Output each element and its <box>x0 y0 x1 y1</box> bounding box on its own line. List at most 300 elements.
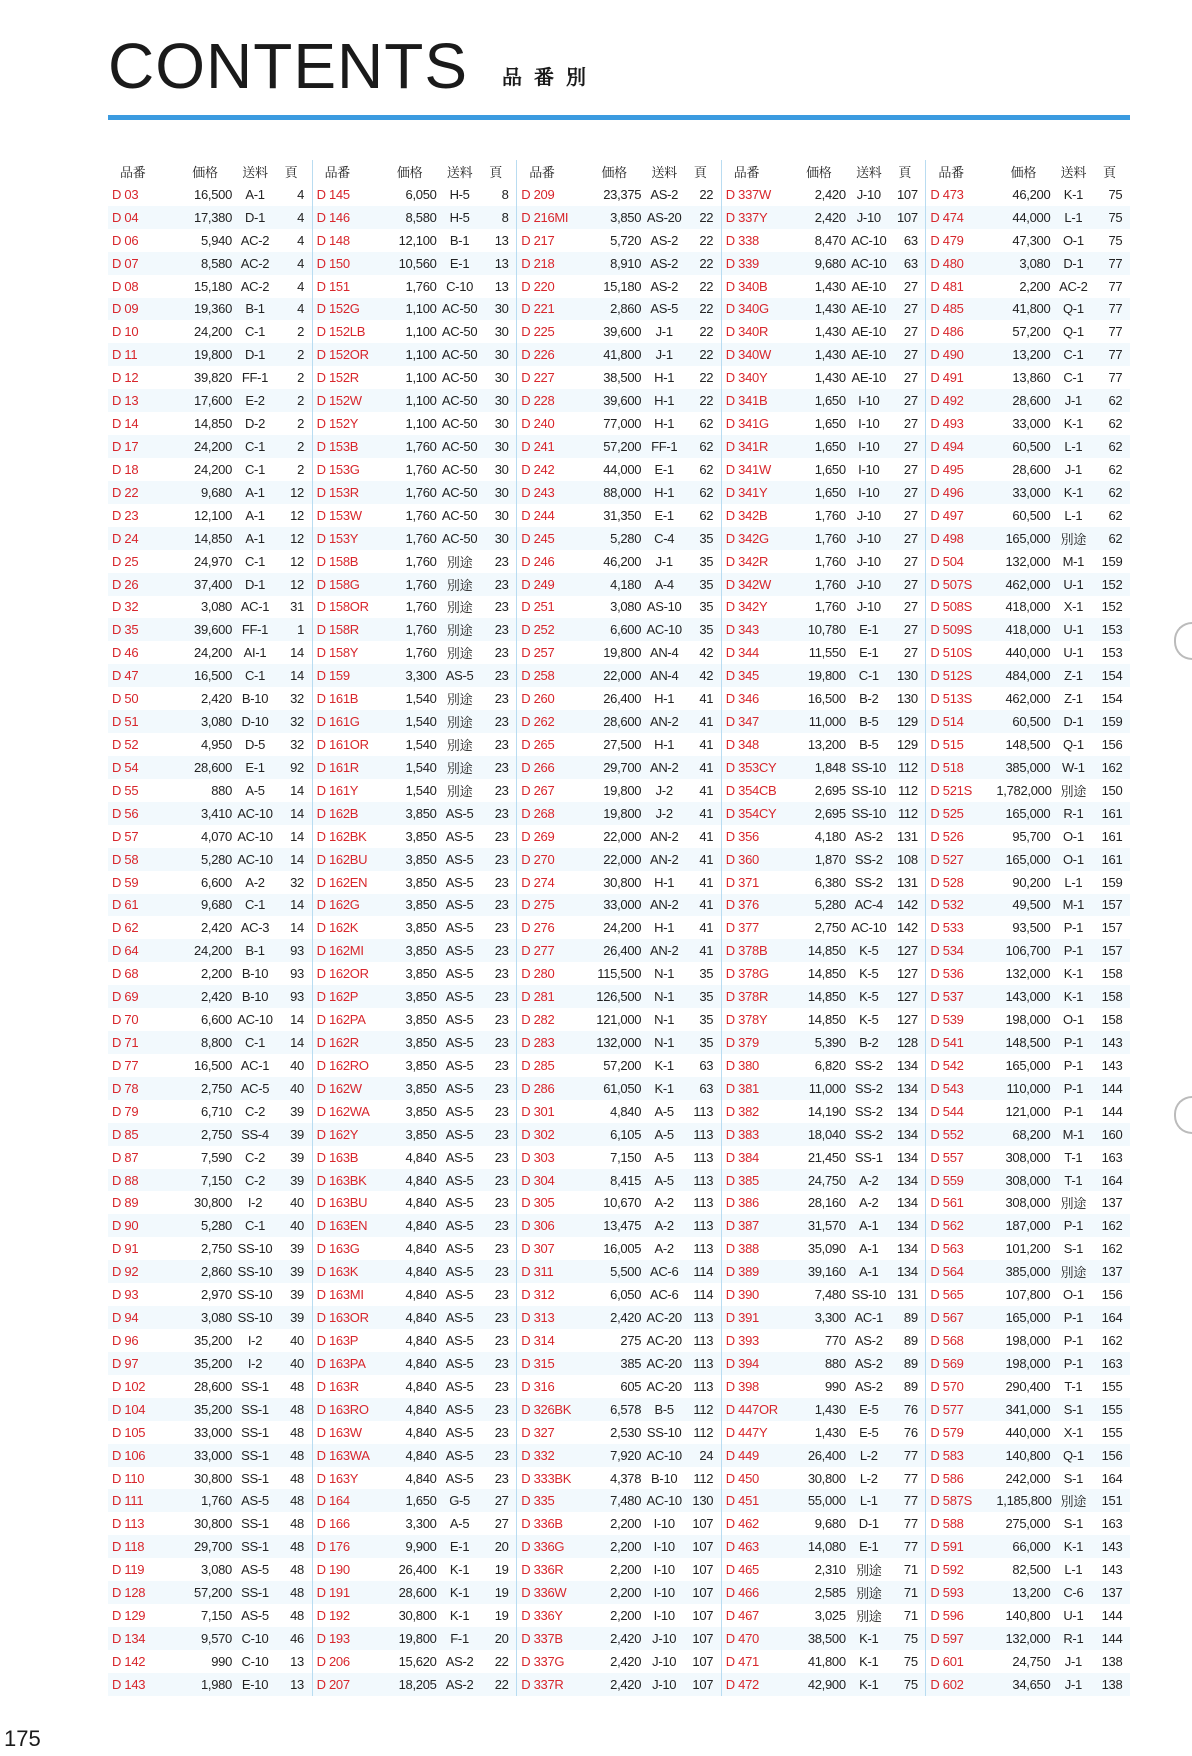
shipping-code: O-1 <box>1062 1287 1084 1303</box>
item-code: D 534 <box>930 943 964 959</box>
price: 3,080 <box>200 1562 232 1578</box>
shipping-code: C-1 <box>244 1218 266 1234</box>
page-ref: 127 <box>896 943 918 959</box>
price: 5,280 <box>610 530 642 546</box>
page-ref: 62 <box>699 507 714 523</box>
item-code: D 306 <box>521 1218 555 1234</box>
shipping-code: Q-1 <box>1062 301 1084 317</box>
shipping-code: O-1 <box>1062 851 1084 867</box>
header <box>108 30 598 102</box>
price: 33,000 <box>194 1424 232 1440</box>
page-ref: 14 <box>290 897 304 913</box>
item-code: D 539 <box>930 1012 964 1028</box>
page-ref: 23 <box>494 1172 509 1188</box>
price: 3,300 <box>405 668 437 684</box>
item-code: D 348 <box>725 737 759 752</box>
page-ref: 23 <box>494 1355 509 1371</box>
shipping-code: O-1 <box>1062 828 1084 844</box>
item-code: D 336Y <box>521 1608 563 1624</box>
page-ref: 30 <box>494 301 509 317</box>
shipping-code: E-5 <box>859 1424 879 1440</box>
table-row <box>926 1306 1130 1329</box>
shipping-code: AS-2 <box>854 828 883 844</box>
page-ref: 158 <box>1101 966 1123 982</box>
price: 33,000 <box>1012 484 1051 500</box>
price: 2,200 <box>610 1608 642 1624</box>
price: 18,205 <box>398 1676 437 1692</box>
item-code: D 301 <box>521 1103 555 1119</box>
table-row <box>108 1375 312 1398</box>
page-ref: 144 <box>1101 1608 1123 1624</box>
page-ref: 12 <box>290 484 304 500</box>
shipping-code: K-5 <box>859 989 879 1005</box>
shipping-code: SS-2 <box>854 851 883 867</box>
price: 5,280 <box>814 897 846 913</box>
item-code: D 525 <box>930 805 964 821</box>
price: 3,850 <box>405 989 437 1005</box>
table-row <box>722 1283 926 1306</box>
item-code: D 96 <box>112 1332 139 1348</box>
page-ref: 143 <box>1101 1562 1123 1578</box>
price: 1,100 <box>405 370 437 386</box>
price: 57,200 <box>603 1057 642 1073</box>
table-row <box>722 894 926 917</box>
item-code: D 340Y <box>725 370 768 386</box>
table-row <box>108 802 312 825</box>
item-code: D 378R <box>725 989 769 1005</box>
table-row <box>722 1146 926 1169</box>
price: 49,500 <box>1012 897 1051 913</box>
shipping-code: 別途 <box>446 554 473 570</box>
page-ref: 107 <box>692 1539 714 1555</box>
price: 2,750 <box>200 1080 232 1096</box>
price: 19,800 <box>603 805 642 821</box>
shipping-code: D-1 <box>244 347 266 363</box>
shipping-code: AS-2 <box>445 1676 474 1692</box>
item-code: D 221 <box>521 301 555 317</box>
page-ref: 48 <box>290 1516 304 1532</box>
table-row <box>108 229 312 252</box>
page-ref: 27 <box>903 576 918 592</box>
shipping-code: I-2 <box>247 1195 263 1211</box>
shipping-code: AS-2 <box>650 186 679 202</box>
price: 33,000 <box>603 897 642 913</box>
price: 2,200 <box>200 966 232 982</box>
shipping-code: AC-5 <box>240 1080 270 1096</box>
price: 3,850 <box>405 1080 437 1096</box>
item-code: D 486 <box>930 324 964 340</box>
shipping-code: AC-10 <box>237 805 273 821</box>
item-code: D 343 <box>725 622 759 638</box>
table-row <box>517 1123 721 1146</box>
page-ref: 23 <box>494 1149 509 1165</box>
price: 29,700 <box>194 1539 232 1555</box>
shipping-code: SS-1 <box>241 1539 269 1555</box>
item-code: D 470 <box>725 1630 759 1646</box>
shipping-code: SS-10 <box>237 1264 273 1280</box>
item-code: D 341G <box>725 416 769 432</box>
item-code: D 111 <box>112 1493 144 1509</box>
price: 22,000 <box>603 668 642 684</box>
table-row <box>722 848 926 871</box>
item-code: D 26 <box>112 576 139 592</box>
shipping-code: K-1 <box>1063 416 1084 432</box>
table-row <box>722 275 926 298</box>
price: 4,840 <box>405 1424 437 1440</box>
price: 2,420 <box>610 1676 642 1692</box>
table-row <box>108 1489 312 1512</box>
page-ref: 12 <box>290 530 304 546</box>
page-ref: 39 <box>290 1172 304 1188</box>
page-ref: 150 <box>1101 782 1123 798</box>
table-row <box>722 1008 926 1031</box>
shipping-code: X-1 <box>1063 599 1084 615</box>
page-ref: 113 <box>693 1241 714 1257</box>
table-row <box>722 939 926 962</box>
page-ref: 35 <box>699 1012 714 1028</box>
table-row <box>313 275 517 298</box>
table-row <box>313 343 517 366</box>
table-row <box>722 504 926 527</box>
item-code: D 85 <box>112 1126 139 1142</box>
price: 24,200 <box>194 461 232 477</box>
price: 1,540 <box>405 737 437 752</box>
page-ref: 35 <box>699 1034 714 1050</box>
shipping-code: B-10 <box>241 691 269 707</box>
table-row <box>313 1214 517 1237</box>
price: 3,410 <box>200 805 232 821</box>
table-row <box>517 1008 721 1031</box>
page-ref: 48 <box>290 1585 304 1601</box>
price: 33,000 <box>194 1447 232 1463</box>
price: 2,420 <box>814 209 846 225</box>
shipping-code: U-1 <box>1063 622 1084 638</box>
page-ref: 113 <box>693 1310 714 1326</box>
shipping-code: B-5 <box>859 714 879 730</box>
page-ref: 30 <box>494 507 509 523</box>
page-ref: 75 <box>1108 186 1123 202</box>
shipping-code: AS-5 <box>445 874 474 890</box>
page-ref: 48 <box>290 1562 304 1578</box>
shipping-code: H-1 <box>654 691 675 707</box>
item-code: D 536 <box>930 966 964 982</box>
table-row <box>517 481 721 504</box>
page-ref: 14 <box>290 828 304 844</box>
shipping-code: H-1 <box>654 920 675 936</box>
page-ref: 22 <box>494 1653 509 1669</box>
page-ref: 19 <box>494 1608 509 1624</box>
table-row <box>313 1031 517 1054</box>
shipping-code: I-2 <box>247 1355 263 1371</box>
table-row <box>722 412 926 435</box>
shipping-code: AC-2 <box>240 278 270 294</box>
item-code: D 11 <box>112 347 138 363</box>
price: 5,280 <box>200 1218 232 1234</box>
item-code: D 93 <box>112 1287 139 1303</box>
page-ref: 4 <box>297 232 304 248</box>
shipping-code: W-1 <box>1062 759 1085 775</box>
price: 341,000 <box>1005 1401 1051 1417</box>
shipping-code: U-1 <box>1063 1608 1084 1624</box>
shipping-code: AS-5 <box>445 920 474 936</box>
shipping-code: K-1 <box>1063 186 1084 202</box>
shipping-code: SS-10 <box>851 805 887 821</box>
item-code: D 311 <box>521 1264 554 1280</box>
shipping-code: FF-1 <box>651 439 678 455</box>
page-ref: 108 <box>896 851 918 867</box>
price: 15,620 <box>398 1653 437 1669</box>
column-header: 頁 <box>898 164 912 180</box>
table-row <box>517 1329 721 1352</box>
item-code: D 52 <box>112 737 139 752</box>
page-ref: 89 <box>903 1355 918 1371</box>
table-row <box>722 458 926 481</box>
item-code: D 389 <box>725 1264 759 1280</box>
item-code: D 162P <box>316 989 359 1005</box>
page-ref: 4 <box>297 278 304 294</box>
item-code: D 176 <box>316 1539 350 1555</box>
table-row <box>926 687 1130 710</box>
page-ref: 35 <box>699 989 714 1005</box>
price: 6,600 <box>200 1012 232 1028</box>
item-code: D 64 <box>112 943 139 959</box>
price: 115,500 <box>597 966 642 982</box>
table-row <box>108 779 312 802</box>
item-code: D 393 <box>725 1332 759 1348</box>
page-ref: 112 <box>693 1401 714 1417</box>
shipping-code: SS-2 <box>854 874 883 890</box>
price: 35,200 <box>194 1401 232 1417</box>
table-row <box>313 1512 517 1535</box>
item-code: D 513S <box>930 691 972 707</box>
price: 2,200 <box>610 1539 642 1555</box>
shipping-code: AS-2 <box>650 232 679 248</box>
page-ref: 23 <box>494 1195 509 1211</box>
item-code: D 304 <box>521 1172 555 1188</box>
shipping-code: B-10 <box>241 989 269 1005</box>
page-ref: 160 <box>1101 1126 1123 1142</box>
price: 28,160 <box>807 1195 846 1211</box>
table-row <box>313 1421 517 1444</box>
page-ref: 41 <box>699 851 714 867</box>
page-ref: 30 <box>494 416 509 432</box>
page-ref: 22 <box>494 1676 509 1692</box>
table-row <box>313 1054 517 1077</box>
item-code: D 485 <box>930 301 964 317</box>
price: 26,400 <box>603 943 642 959</box>
page-ref: 152 <box>1101 576 1123 592</box>
item-code: D 467 <box>725 1608 759 1624</box>
page-ref: 22 <box>699 347 714 363</box>
table-row <box>108 252 312 275</box>
page-ref: 157 <box>1101 897 1123 913</box>
shipping-code: AS-5 <box>445 1310 474 1326</box>
shipping-code: AC-2 <box>1059 278 1088 294</box>
page-ref: 113 <box>693 1103 714 1119</box>
table-row <box>313 825 517 848</box>
price: 121,000 <box>596 1012 642 1028</box>
item-code: D 380 <box>725 1057 759 1073</box>
item-code: D 275 <box>521 897 555 913</box>
price: 9,680 <box>814 1516 846 1532</box>
item-code: D 17 <box>112 439 139 455</box>
table-row <box>108 320 312 343</box>
price: 60,500 <box>1012 714 1051 730</box>
page-ref: 19 <box>494 1562 509 1578</box>
item-code: D 77 <box>112 1057 139 1073</box>
item-code: D 113 <box>112 1516 145 1532</box>
page-ref: 27 <box>903 484 918 500</box>
item-code: D 06 <box>112 232 139 248</box>
column-header: 送料 <box>1060 164 1087 180</box>
price: 28,600 <box>398 1585 437 1601</box>
price: 8,470 <box>814 232 846 248</box>
price: 28,600 <box>1012 461 1051 477</box>
table-row <box>108 412 312 435</box>
price: 3,850 <box>405 1057 437 1073</box>
shipping-code: A-1 <box>245 530 265 546</box>
shipping-code: C-4 <box>654 530 675 546</box>
item-code: D 78 <box>112 1080 139 1096</box>
table-row <box>108 1008 312 1031</box>
item-code: D 340B <box>725 278 768 294</box>
shipping-code: F-1 <box>450 1630 469 1646</box>
table-row <box>926 1512 1130 1535</box>
page-ref: 27 <box>903 599 918 615</box>
shipping-code: AC-10 <box>646 1493 682 1509</box>
shipping-code: SS-10 <box>851 1287 887 1303</box>
table-row <box>926 1467 1130 1490</box>
item-code: D 339 <box>725 255 759 271</box>
table-row <box>722 1489 926 1512</box>
table-row <box>722 756 926 779</box>
item-code: D 03 <box>112 186 139 202</box>
price: 187,000 <box>1005 1218 1051 1234</box>
table-row <box>313 206 517 229</box>
shipping-code: K-1 <box>449 1562 470 1578</box>
page-ref: 41 <box>699 874 714 890</box>
page-ref: 62 <box>1108 393 1123 409</box>
page-ref: 144 <box>1101 1103 1123 1119</box>
page-ref: 14 <box>290 645 304 661</box>
price: 6,820 <box>814 1057 846 1073</box>
table-row <box>313 1008 517 1031</box>
price: 2,750 <box>200 1241 232 1257</box>
table-row <box>517 1352 721 1375</box>
page-ref: 20 <box>494 1630 509 1646</box>
table-row <box>313 1581 517 1604</box>
page-ref: 23 <box>494 1424 509 1440</box>
price: 10,670 <box>603 1195 642 1211</box>
price: 26,400 <box>398 1562 437 1578</box>
item-code: D 387 <box>725 1218 759 1234</box>
shipping-code: K-5 <box>859 1012 879 1028</box>
page-ref: 113 <box>693 1378 714 1394</box>
page-ref: 23 <box>494 1332 509 1348</box>
price: 3,850 <box>405 897 437 913</box>
page-ref: 27 <box>903 393 918 409</box>
item-code: D 337Y <box>725 209 768 225</box>
price: 1,760 <box>814 599 846 615</box>
page-ref: 77 <box>1108 370 1123 386</box>
item-code: D 105 <box>112 1424 146 1440</box>
price: 3,850 <box>405 943 437 959</box>
price: 19,360 <box>194 301 232 317</box>
price: 880 <box>824 1355 846 1371</box>
price: 11,000 <box>808 1080 846 1096</box>
table-row <box>108 366 312 389</box>
item-code: D 54 <box>112 759 139 775</box>
table-row <box>108 939 312 962</box>
item-code: D 565 <box>930 1287 964 1303</box>
page-ref: 159 <box>1101 553 1123 569</box>
item-code: D 162W <box>316 1080 362 1096</box>
table-row <box>517 573 721 596</box>
page-ref: 156 <box>1101 1287 1123 1303</box>
table-row <box>108 1512 312 1535</box>
shipping-code: C-1 <box>1063 370 1084 386</box>
table-row <box>722 1627 926 1650</box>
page-ref: 107 <box>692 1630 714 1646</box>
item-code: D 340W <box>725 347 771 363</box>
table-row <box>108 825 312 848</box>
page-ref: 27 <box>903 370 918 386</box>
item-code: D 69 <box>112 989 139 1005</box>
shipping-code: SS-1 <box>241 1516 269 1532</box>
shipping-code: AC-1 <box>854 1310 883 1326</box>
price: 4,840 <box>405 1332 437 1348</box>
column-header: 送料 <box>651 164 677 180</box>
page-ref: 161 <box>1101 828 1123 844</box>
item-code: D 480 <box>930 255 964 271</box>
page-ref: 76 <box>903 1401 918 1417</box>
item-code: D 337R <box>521 1676 564 1692</box>
item-code: D 161OR <box>316 737 369 752</box>
shipping-code: T-1 <box>1064 1149 1083 1165</box>
shipping-code: T-1 <box>1064 1172 1083 1188</box>
page-ref: 13 <box>494 255 509 271</box>
price: 24,970 <box>194 553 232 569</box>
table-row <box>926 871 1130 894</box>
item-code: D 87 <box>112 1149 139 1165</box>
item-code: D 158G <box>316 576 360 592</box>
shipping-code: AS-5 <box>445 828 474 844</box>
table-header-row <box>722 160 926 183</box>
shipping-code: AC-50 <box>441 393 478 409</box>
item-code: D 341R <box>725 439 769 455</box>
item-code: D 267 <box>521 782 555 798</box>
price: 2,200 <box>610 1562 642 1578</box>
page-ref: 35 <box>699 966 714 982</box>
item-code: D 335 <box>521 1493 555 1509</box>
price: 13,200 <box>1012 347 1051 363</box>
item-code: D 303 <box>521 1149 555 1165</box>
page-ref: 14 <box>290 920 304 936</box>
table-row <box>722 206 926 229</box>
page-ref: 155 <box>1101 1424 1123 1440</box>
shipping-code: A-1 <box>245 484 265 500</box>
price: 24,200 <box>194 645 232 661</box>
table-row <box>313 1146 517 1169</box>
page-ref: 113 <box>693 1332 714 1348</box>
shipping-code: AS-5 <box>445 1241 474 1257</box>
page-ref: 8 <box>501 209 509 225</box>
price: 28,600 <box>194 1378 232 1394</box>
item-code: D 282 <box>521 1012 555 1028</box>
item-code: D 09 <box>112 301 139 317</box>
page-ref: 41 <box>699 805 714 821</box>
price: 308,000 <box>1005 1149 1051 1165</box>
